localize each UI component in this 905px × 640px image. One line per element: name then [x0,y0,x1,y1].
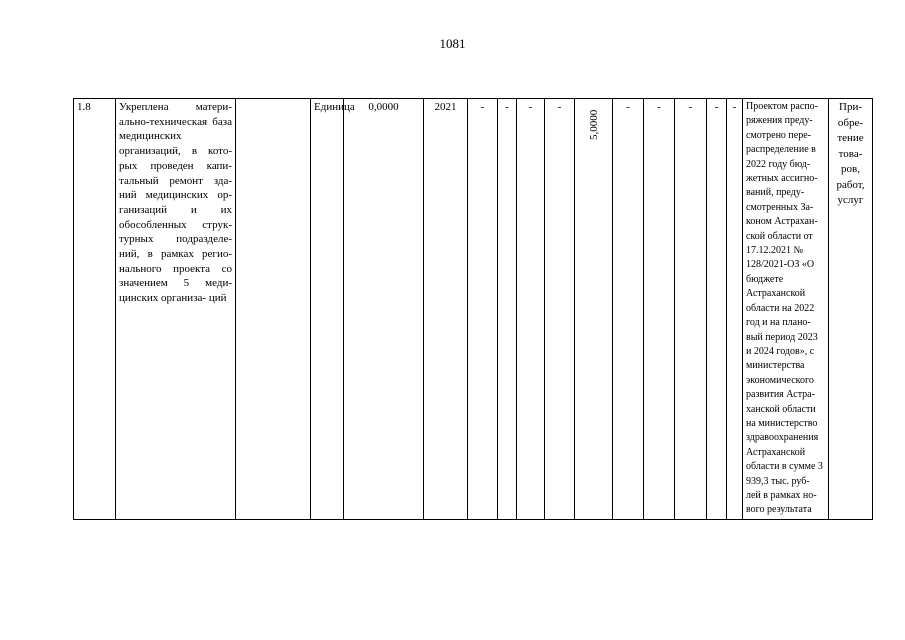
page-number: 1081 [439,36,466,51]
dash-cell: - [517,99,545,520]
year-cell: 2021 [424,99,468,520]
dash-cell: - [644,99,675,520]
table-row [74,99,873,520]
vertical-value-cell [575,99,613,520]
unit-cell: Единица [311,99,344,520]
dash-cell: - [613,99,644,520]
dash-cell: - [498,99,517,520]
result-name-cell: Укреплена матери- ально-техническая база медицинских организаций, в кото- рых проведен капи- тальный ремонт зда- ний медицинских ор- ганизаций и их обособленных струк- турных подразделе- ний, в рамках регио- нального проекта со значением 5 меди- цинских организа- ций [116,99,236,520]
note-cell: Проектом распо- ряжения преду- смотрено пере- распределение в 2022 году бюд- жетных ассигно- ваний, преду- смотренных За- коном Астрахан- ской области от 17.12.2021 № 128/2021-ОЗ «О бюджете Астраханской области на 2022 год и на плано- вый период 2023 и 2024 годов», с министерства экономического развития Астра- ханской области на министерство здравоохранения Астраханской области в сумме 3 939,3 тыс. руб- лей в рамках но- вого результата [743,99,829,520]
dash-cell: - [707,99,727,520]
base-value-cell: 0,0000 [344,99,424,520]
document-table [73,98,873,520]
dash-cell: - [727,99,743,520]
dash-cell: - [675,99,707,520]
vertical-value-text: 5,0000 [587,109,600,140]
empty-cell [236,99,311,520]
dash-cell: - [468,99,498,520]
purpose-cell: При- обре- тение това- ров, работ, услуг [829,99,873,520]
dash-cell: - [545,99,575,520]
row-number-cell: 1.8 [74,99,116,520]
